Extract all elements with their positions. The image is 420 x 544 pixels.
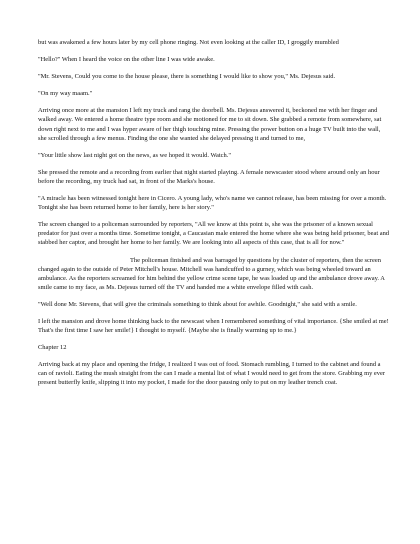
paragraph: The policeman finished and was barraged by questions by the cluster of reporters, then the screen changed again to the outside of Peter Mitchell's house. Mitchell was handcuffed to a gurney, which was being wheeled toward an ambulance. As the reporters screamed for him behind the yellow crime scene tape, he was loaded up and the ambulance drove away. A smile came to my face, as Ms. Dejesus turned off the TV and handed me a white envelope filled with cash. [38, 256, 385, 291]
paragraph: "Mr. Stevens, Could you come to the house please, there is something I would like to show you," Ms. Dejesus said. [38, 73, 336, 81]
paragraph: She pressed the remote and a recording from earlier that night started playing. A female newscaster stood where around only an hour before the recording, my truck had sat, in front of the Marks's house. [38, 168, 380, 185]
paragraph: but was awakened a few hours later by my cell phone ringing. Not even looking at the caller ID, I groggily mumbled [38, 39, 339, 46]
paragraph: I left the mansion and drove home thinking back to the newscast when I remembered something of vital importance. {She smiled at me! That's the first time I saw her smile!} I thought to myself. {Maybe she is finally warming up to me.} [38, 317, 389, 335]
paragraph: "Your little show last night got on the news, as we hoped it would. Watch." [38, 151, 231, 159]
paragraph: Arriving back at my place and opening the fridge, I realized I was out of food. Stomach rumbling, I turned to the cabinet and found a can of ravioli. Eating the mush straight from the can I made a mental list of what I would need to get from the store. Grabbing my ever present butterfly knife, slipping it into my pocket, I made for the door pausing only to put on my leather trench coat. [38, 361, 385, 387]
paragraph: The screen changed to a policeman surrounded by reporters, "All we know at this point is, she was the prisoner of a known sexual predator for just over a months time. Sometime tonight, a Caucasian male entered the home where she was being held prisoner, beat and stabbed her captor, and brought her home to her family. We are looking into all aspects of this case, that is all for now." [38, 221, 390, 247]
chapter-heading: Chapter 12 [38, 344, 67, 352]
document-page [38, 38, 390, 396]
paragraph: "A miracle has been witnessed tonight here in Cicero. A young lady, who's name we cannot release, has been missing for over a month. Tonight she has been returned home to her family, here is her story." [38, 195, 387, 212]
paragraph: "On my way maam." [38, 90, 93, 98]
paragraph: "Well done Mr. Stevens, that will give the criminals something to think about for awhile. Goodnight," she said with a smile. [38, 300, 357, 308]
paragraph: "Hello?" When I heard the voice on the other line I was wide awake. [38, 56, 215, 64]
paragraph: Arriving once more at the mansion I left my truck and rang the doorbell. Ms. Dejesus answered it, beckoned me with her finger and walked away. We entered a home theatre type room and she motioned for me to sit down. She grabbed a remote from somewhere, sat down right next to me and I was hyper aware of her thigh touching mine. Pressing the power button on a huge TV built into the wall, she scrolled through a few menus. Finding the one she wanted she delayed pressing it and turned to me, [38, 107, 382, 142]
